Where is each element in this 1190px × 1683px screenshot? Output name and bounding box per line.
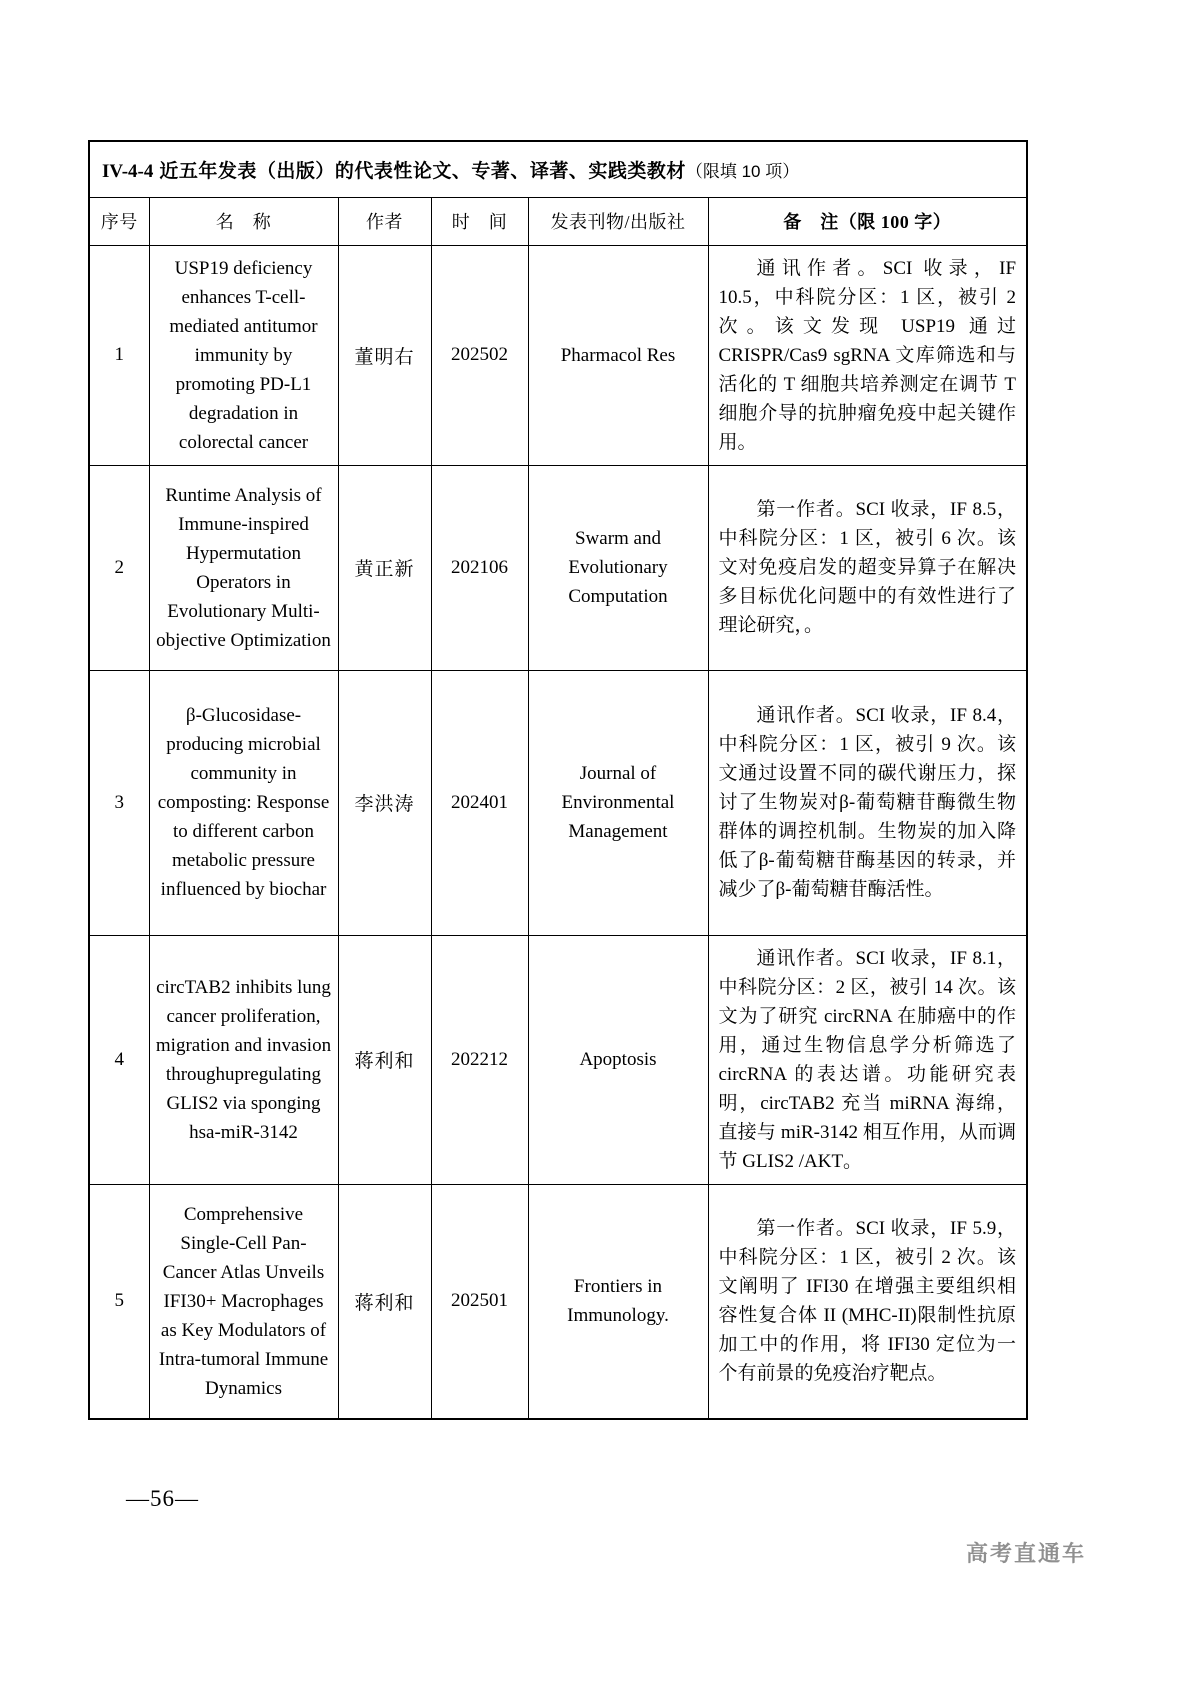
note-text: 第一作者。SCI 收录，IF 5.9，中科院分区：1 区，被引 2 次。该文阐明了 IFI30 在增强主要组织相容性复合体 II (MHC-II)限制性抗原加工中的作用，将 IFI30 定位为一个有前景的免疫治疗靶点。 xyxy=(718,1218,1017,1385)
watermark: 高考直通车 xyxy=(965,1541,1086,1566)
date-cell: 202502 xyxy=(431,245,528,465)
author-cell: 黄正新 xyxy=(338,465,431,670)
col-header-journal: 发表刊物/出版社 xyxy=(528,197,708,245)
note-cell xyxy=(708,1184,1027,1419)
note-text: 第一作者。SCI 收录，IF 8.5，中科院分区：1 区，被引 6 次。该文对免疫启发的超变异算子在解决多目标优化问题中的有效性进行了理论研究，。 xyxy=(718,499,1017,636)
col-header-author: 作者 xyxy=(338,197,431,245)
note-cell xyxy=(708,935,1027,1184)
col-header-note: 备 注（限 100 字） xyxy=(708,197,1027,245)
paper-title-cell: Runtime Analysis of Immune-inspired Hypermutation Operators in Evolutionary Multi-objective Optimization xyxy=(149,465,338,670)
journal-cell: Swarm and Evolutionary Computation xyxy=(528,465,708,670)
paper-title-cell: β-Glucosidase-producing microbial community in composting: Response to different carbon metabolic pressure influenced by biochar xyxy=(149,670,338,935)
section-title-limit: （限填 10 项） xyxy=(685,161,800,181)
journal-cell: Apoptosis xyxy=(528,935,708,1184)
publication-row xyxy=(89,935,1027,1184)
section-title: 近五年发表（出版）的代表性论文、专著、译著、实践类教材 xyxy=(159,160,686,182)
note-cell xyxy=(708,465,1027,670)
date-cell: 202212 xyxy=(431,935,528,1184)
note-cell xyxy=(708,670,1027,935)
author-cell: 李洪涛 xyxy=(338,670,431,935)
note-text: 通讯作者。SCI 收录，IF 10.5，中科院分区：1 区，被引 2 次。该文发现 USP19 通过 CRISPR/Cas9 sgRNA 文库筛选和与活化的 T 细胞共培养测定在调节 T 细胞介导的抗肿瘤免疫中起关键作用。 xyxy=(718,257,1017,453)
section-code: IV-4-4 xyxy=(102,160,154,182)
row-number-cell: 4 xyxy=(89,935,149,1184)
column-header-row xyxy=(89,197,1027,245)
table-title xyxy=(89,141,1027,197)
publications-table xyxy=(88,140,1028,1420)
publication-row xyxy=(89,465,1027,670)
journal-cell: Pharmacol Res xyxy=(528,245,708,465)
row-number-cell: 5 xyxy=(89,1184,149,1419)
publication-row xyxy=(89,245,1027,465)
table-title-row xyxy=(89,141,1027,197)
author-cell: 蒋利和 xyxy=(338,1184,431,1419)
col-header-time: 时 间 xyxy=(431,197,528,245)
date-cell: 202401 xyxy=(431,670,528,935)
page-number: —56— xyxy=(126,1486,199,1511)
col-header-no: 序号 xyxy=(89,197,149,245)
row-number-cell: 2 xyxy=(89,465,149,670)
row-number-cell: 1 xyxy=(89,245,149,465)
note-text: 通讯作者。SCI 收录，IF 8.4，中科院分区：1 区，被引 9 次。该文通过设置不同的碳代谢压力，探讨了生物炭对β-葡萄糖苷酶微生物群体的调控机制。生物炭的加入降低了β-葡萄糖苷酶基因的转录，并减少了β-葡萄糖苷酶活性。 xyxy=(718,705,1017,900)
paper-title-cell: Comprehensive Single-Cell Pan-Cancer Atlas Unveils IFI30+ Macrophages as Key Modulators of Intra-tumoral Immune Dynamics xyxy=(149,1184,338,1419)
paper-title-cell: circTAB2 inhibits lung cancer proliferation, migration and invasion throughupregulating GLIS2 via sponging hsa-miR-3142 xyxy=(149,935,338,1184)
author-cell: 蒋利和 xyxy=(338,935,431,1184)
note-text: 通讯作者。SCI 收录，IF 8.1，中科院分区：2 区，被引 14 次。该文为了研究 circRNA 在肺癌中的作用，通过生物信息学分析筛选了 circRNA 的表达谱。功能研究表明，circTAB2 充当 miRNA 海绵，直接与 miR-3142 相互作用，从而调节 GLIS2 /AKT。 xyxy=(718,947,1017,1172)
date-cell: 202106 xyxy=(431,465,528,670)
journal-cell: Journal of Environmental Management xyxy=(528,670,708,935)
paper-title-cell: USP19 deficiency enhances T-cell-mediated antitumor immunity by promoting PD-L1 degradation in colorectal cancer xyxy=(149,245,338,465)
journal-cell: Frontiers in Immunology. xyxy=(528,1184,708,1419)
publication-row xyxy=(89,1184,1027,1419)
col-header-name: 名 称 xyxy=(149,197,338,245)
note-cell xyxy=(708,245,1027,465)
publication-row xyxy=(89,670,1027,935)
date-cell: 202501 xyxy=(431,1184,528,1419)
author-cell: 董明右 xyxy=(338,245,431,465)
row-number-cell: 3 xyxy=(89,670,149,935)
